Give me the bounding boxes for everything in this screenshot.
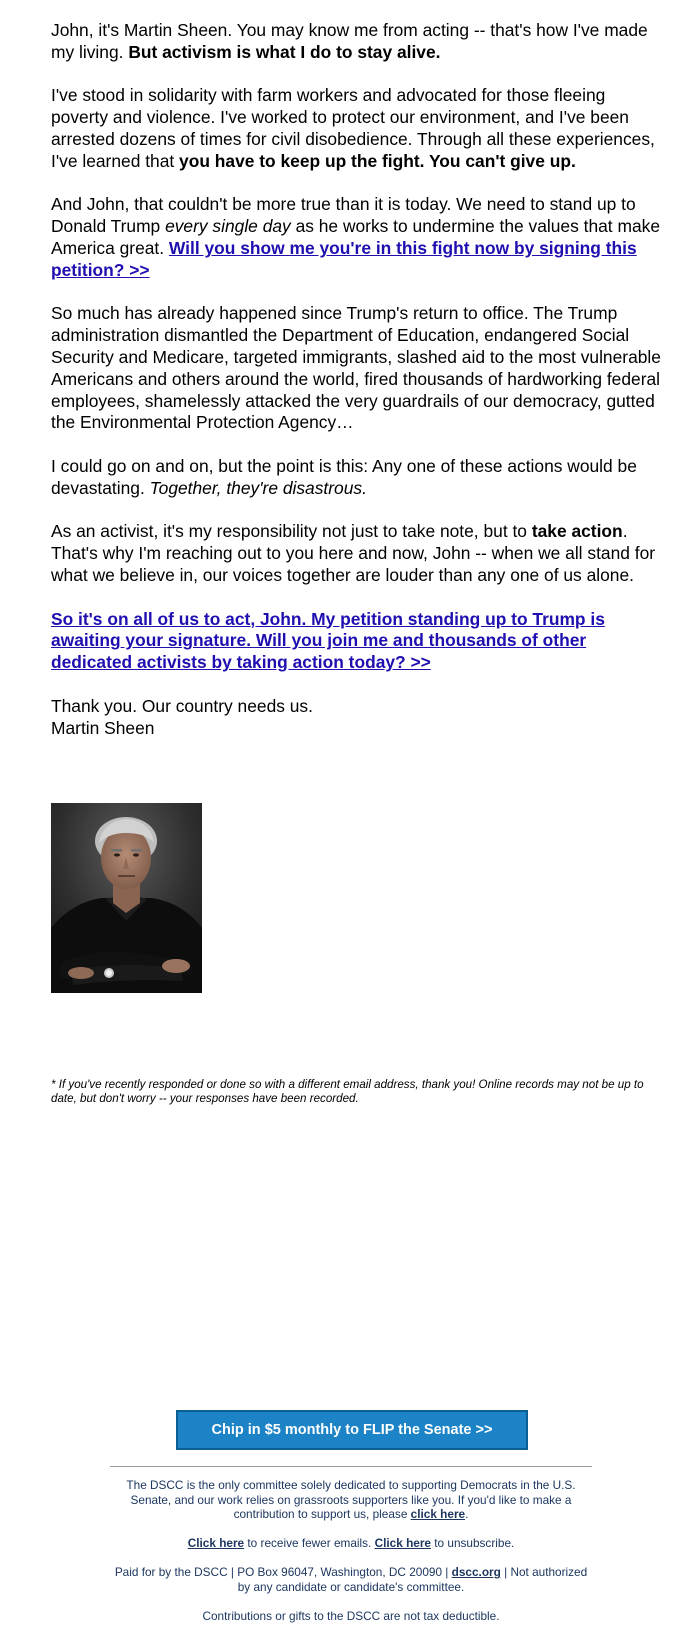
devastating-italic-text: Together, they're disastrous. xyxy=(149,477,367,498)
paragraph-activist xyxy=(51,521,661,586)
experience-bold-text: you have to keep up the fight. You can't give up. xyxy=(179,150,576,171)
contribute-link[interactable]: click here xyxy=(410,1507,466,1521)
portrait-illustration xyxy=(51,803,202,993)
dscc-website-link[interactable]: dscc.org xyxy=(451,1565,501,1579)
stand-up-text-2: as he works to undermine the values that make America great. xyxy=(51,216,660,258)
unsubscribe-text: to unsubscribe. xyxy=(431,1536,515,1550)
fewer-emails-text: to receive fewer emails. xyxy=(244,1536,375,1550)
activist-text-2: . That's why I'm reaching out to you here and now, John -- when we all stand for what we believe in, our voices together are louder than any one of us alone. xyxy=(51,521,656,585)
footer xyxy=(110,1478,592,1638)
paragraph-petition-cta xyxy=(51,609,661,674)
paid-for-text: Paid for by the DSCC | PO Box 96047, Washington, DC 20090 | xyxy=(114,1565,452,1579)
footer-about-text: The DSCC is the only committee solely dedicated to supporting Democrats in the U.S. Senate, and our work relies on grassroots supporters like you. If you'd like to make a contribution to support us, please xyxy=(126,1478,576,1521)
paragraph-closing xyxy=(51,696,661,740)
closing-text: Thank you. Our country needs us. xyxy=(51,695,313,716)
activist-bold-text: take action xyxy=(531,521,623,542)
paragraph-experience xyxy=(51,85,661,172)
paid-for-end: | Not authorized by any candidate or candidate's committee. xyxy=(237,1565,588,1594)
tax-deductible-note: Contributions or gifts to the DSCC are not tax deductible. xyxy=(202,1608,500,1623)
stand-up-text: And John, that couldn't be more true than it is today. We need to stand up to Donald Trump xyxy=(51,194,636,237)
experience-text: I've stood in solidarity with farm workers and advocated for those fleeing poverty and violence. I've worked to protect our environment, and I've been arrested dozens of times for civil disobedience. Through all these experiences, I've learned that xyxy=(51,85,655,171)
devastating-text: I could go on and on, but the point is this: Any one of these actions would be devastating. xyxy=(51,455,637,498)
footer-about xyxy=(110,1478,592,1522)
intro-text: John, it's Martin Sheen. You may know me from acting -- that's how I've made my living. xyxy=(51,20,648,62)
paragraph-actions-list: So much has already happened since Trump's return to office. The Trump administration dismantled the Department of Education, endangered Social Security and Medicare, targeted immigrants, slashed aid to the most vulnerable Americans and others around the world, fired thousands of hardworking federal employees, shamelessly attacked the very guardrails of our democracy, gutted the Environmental Protection Agency… xyxy=(51,303,661,433)
footer-about-end: . xyxy=(465,1507,469,1521)
email-body xyxy=(51,20,661,761)
intro-bold-text: But activism is what I do to stay alive. xyxy=(128,41,441,62)
footnote-text: * If you've recently responded or done so with a different email address, thank you! Online records may not be up to date, but don't worry -- your responses have been recorded. xyxy=(51,1078,644,1106)
petition-link-2[interactable]: So it's on all of us to act, John. My petition standing up to Trump is awaiting your signature. Will you join me and thousands of other dedicated activists by taking action today? >> xyxy=(51,608,605,673)
signature-name: Martin Sheen xyxy=(51,717,155,738)
fewer-emails-link[interactable]: Click here xyxy=(187,1536,245,1550)
portrait-photo xyxy=(51,803,202,993)
activist-text: As an activist, it's my responsibility not just to take note, but to xyxy=(51,521,532,542)
footer-divider xyxy=(110,1466,592,1467)
paragraph-intro xyxy=(51,20,661,64)
footer-email-options xyxy=(110,1536,592,1551)
donate-button-label: Chip in $5 monthly to FLIP the Senate >> xyxy=(211,1422,493,1438)
paragraph-devastating xyxy=(51,456,661,500)
footer-paid-for xyxy=(110,1565,592,1594)
paragraph-stand-up xyxy=(51,194,661,281)
unsubscribe-link[interactable]: Click here xyxy=(374,1536,431,1550)
donate-button[interactable] xyxy=(176,1410,528,1450)
petition-link-1[interactable]: Will you show me you're in this fight now by signing this petition? >> xyxy=(51,237,637,280)
stand-up-italic-text: every single day xyxy=(165,216,291,237)
